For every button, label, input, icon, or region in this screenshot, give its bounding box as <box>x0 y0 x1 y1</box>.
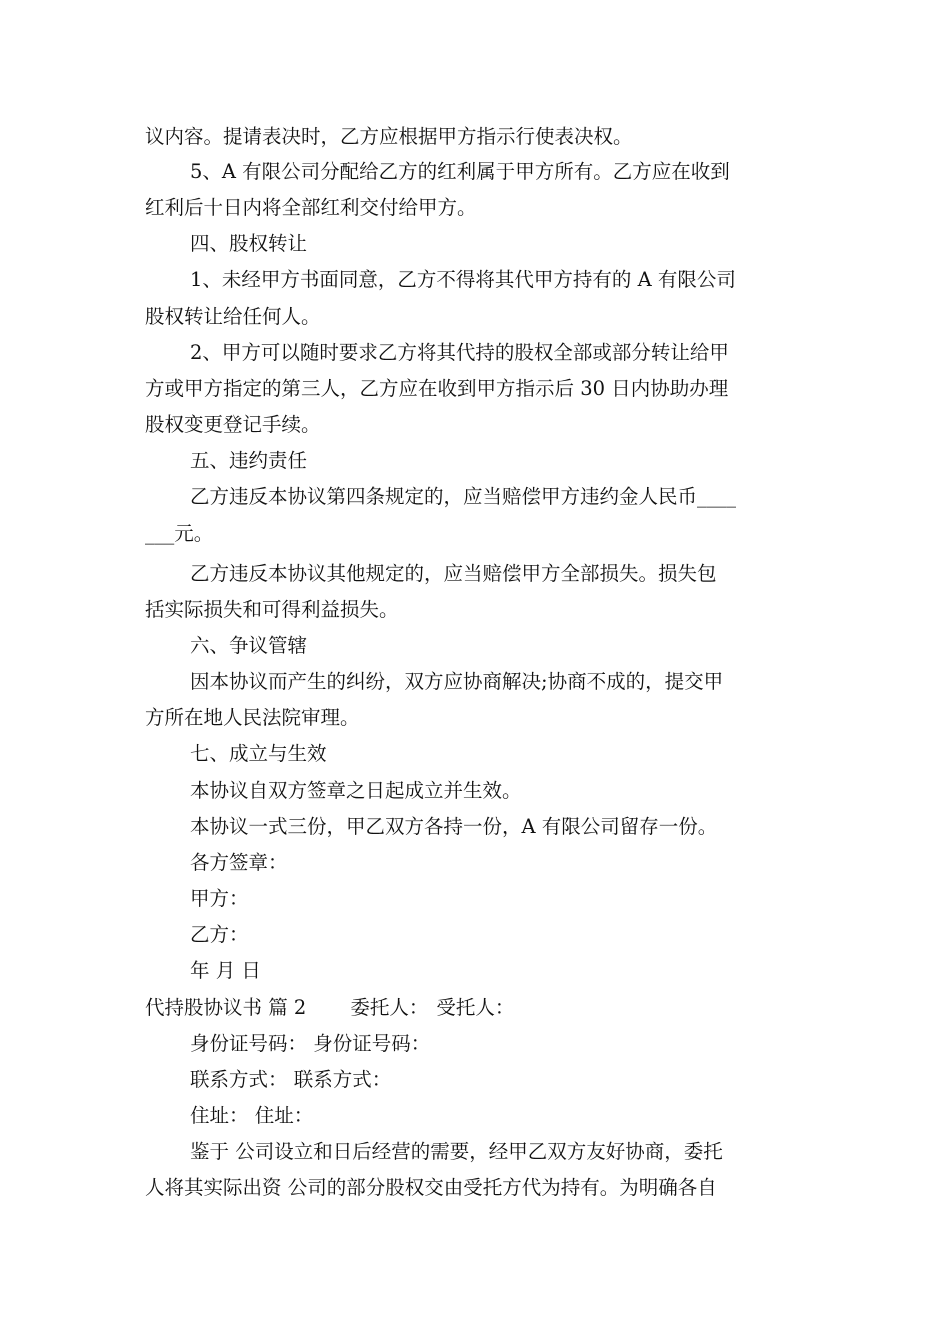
date-line: 年 月 日 <box>190 959 261 982</box>
paragraph-line: 2、甲方可以随时要求乙方将其代持的股权全部或部分转让给甲 <box>190 341 729 364</box>
paragraph-line: 括实际损失和可得利益损失。 <box>145 598 399 621</box>
section-heading: 五、违约责任 <box>190 449 308 472</box>
paragraph-line: 股权转让给任何人。 <box>145 305 321 328</box>
paragraph-line: 方或甲方指定的第三人，乙方应在收到甲方指示后 30 日内协助办理 <box>145 377 729 400</box>
paragraph-line: 因本协议而产生的纠纷，双方应协商解决;协商不成的，提交甲 <box>190 670 724 693</box>
paragraph-line: 股权变更登记手续。 <box>145 413 321 436</box>
paragraph-line: 1、未经甲方书面同意，乙方不得将其代甲方持有的 A 有限公司 <box>190 268 736 291</box>
paragraph-line: 鉴于 公司设立和日后经营的需要，经甲乙双方友好协商，委托 <box>190 1140 723 1163</box>
id-number-line: 身份证号码： 身份证号码： <box>190 1032 431 1055</box>
paragraph-line: ___元。 <box>145 522 214 545</box>
party-a-label: 甲方： <box>190 887 249 910</box>
signature-label: 各方签章： <box>190 851 288 874</box>
paragraph-line: 方所在地人民法院审理。 <box>145 706 360 729</box>
paragraph-line: 议内容。提请表决时，乙方应根据甲方指示行使表决权。 <box>145 125 633 148</box>
paragraph-line: 本协议一式三份，甲乙双方各持一份，A 有限公司留存一份。 <box>190 815 718 838</box>
principal-label: 委托人： <box>350 996 429 1019</box>
paragraph-line: 乙方违反本协议第四条规定的，应当赔偿甲方违约金人民币____ <box>190 485 737 508</box>
paragraph-line: 本协议自双方签章之日起成立并生效。 <box>190 779 522 802</box>
address-line: 住址： 住址： <box>190 1104 314 1127</box>
paragraph-line: 5、A 有限公司分配给乙方的红利属于甲方所有。乙方应在收到 <box>190 160 730 183</box>
trustee-label: 受托人： <box>436 996 515 1019</box>
contact-line: 联系方式： 联系方式： <box>190 1068 392 1091</box>
section-heading: 六、争议管辖 <box>190 634 308 657</box>
paragraph-line: 乙方违反本协议其他规定的，应当赔偿甲方全部损失。损失包 <box>190 562 717 585</box>
paragraph-line: 红利后十日内将全部红利交付给甲方。 <box>145 196 477 219</box>
paragraph-line: 人将其实际出资 公司的部分股权交由受托方代为持有。为明确各自 <box>145 1176 717 1199</box>
party-b-label: 乙方： <box>190 923 249 946</box>
section2-heading-line <box>145 990 514 1026</box>
section-heading: 四、股权转让 <box>190 232 308 255</box>
section-heading: 七、成立与生效 <box>190 742 327 765</box>
section2-title: 代持股协议书 篇 2 <box>145 996 307 1019</box>
